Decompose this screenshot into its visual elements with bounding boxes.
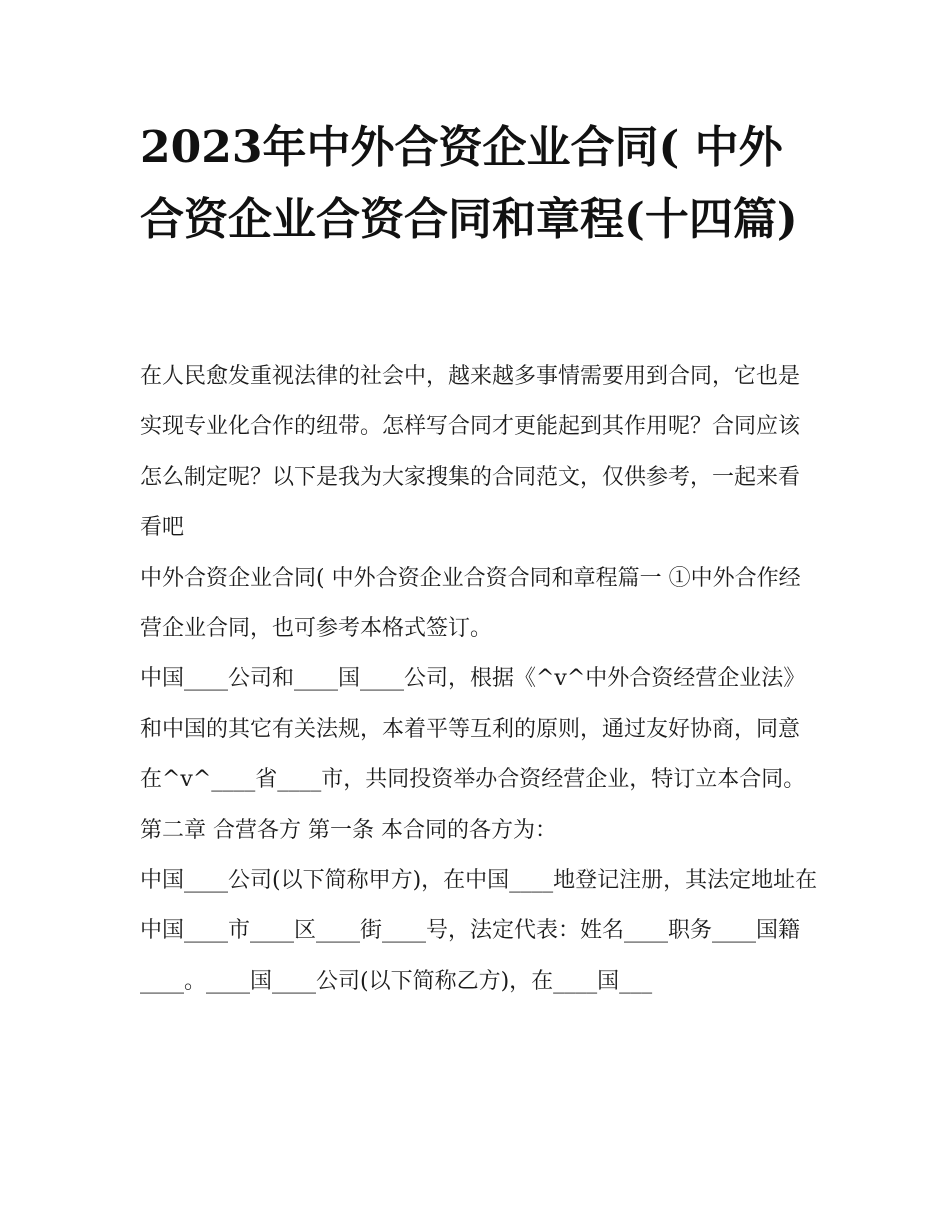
document-body (140, 352, 820, 1007)
chapter-heading: 第二章 合营各方 第一条 本合同的各方为： (140, 817, 557, 843)
parties-paragraph: 中国____公司(以下简称甲方)，在中国____地登记注册，其法定地址在中国____市____区____街____号，法定代表：姓名____职务____国籍____。____国____公司(以下简称乙方)，在____国___ (140, 868, 818, 994)
preamble-paragraph: 中国____公司和____国____公司，根据《^v^中外合资经营企业法》和中国的其它有关法规，本着平等互利的原则，通过友好协商，同意在^v^____省____市，共同投资举办合资经营企业，特订立本合同。 (140, 666, 806, 793)
section-one-paragraph: 中外合资企业合同( 中外合资企业合资合同和章程篇一 ①中外合作经营企业合同，也可参考本格式签订。 (140, 565, 801, 642)
intro-paragraph: 在人民愈发重视法律的社会中，越来越多事情需要用到合同，它也是实现专业化合作的纽带。怎样写合同才更能起到其作用呢？合同应该怎么制定呢？以下是我为大家搜集的合同范文，仅供参考，一起来看看吧 (140, 364, 801, 541)
document-title: 2023年中外合资企业合同( 中外合资企业合资合同和章程(十四篇) (140, 122, 798, 245)
